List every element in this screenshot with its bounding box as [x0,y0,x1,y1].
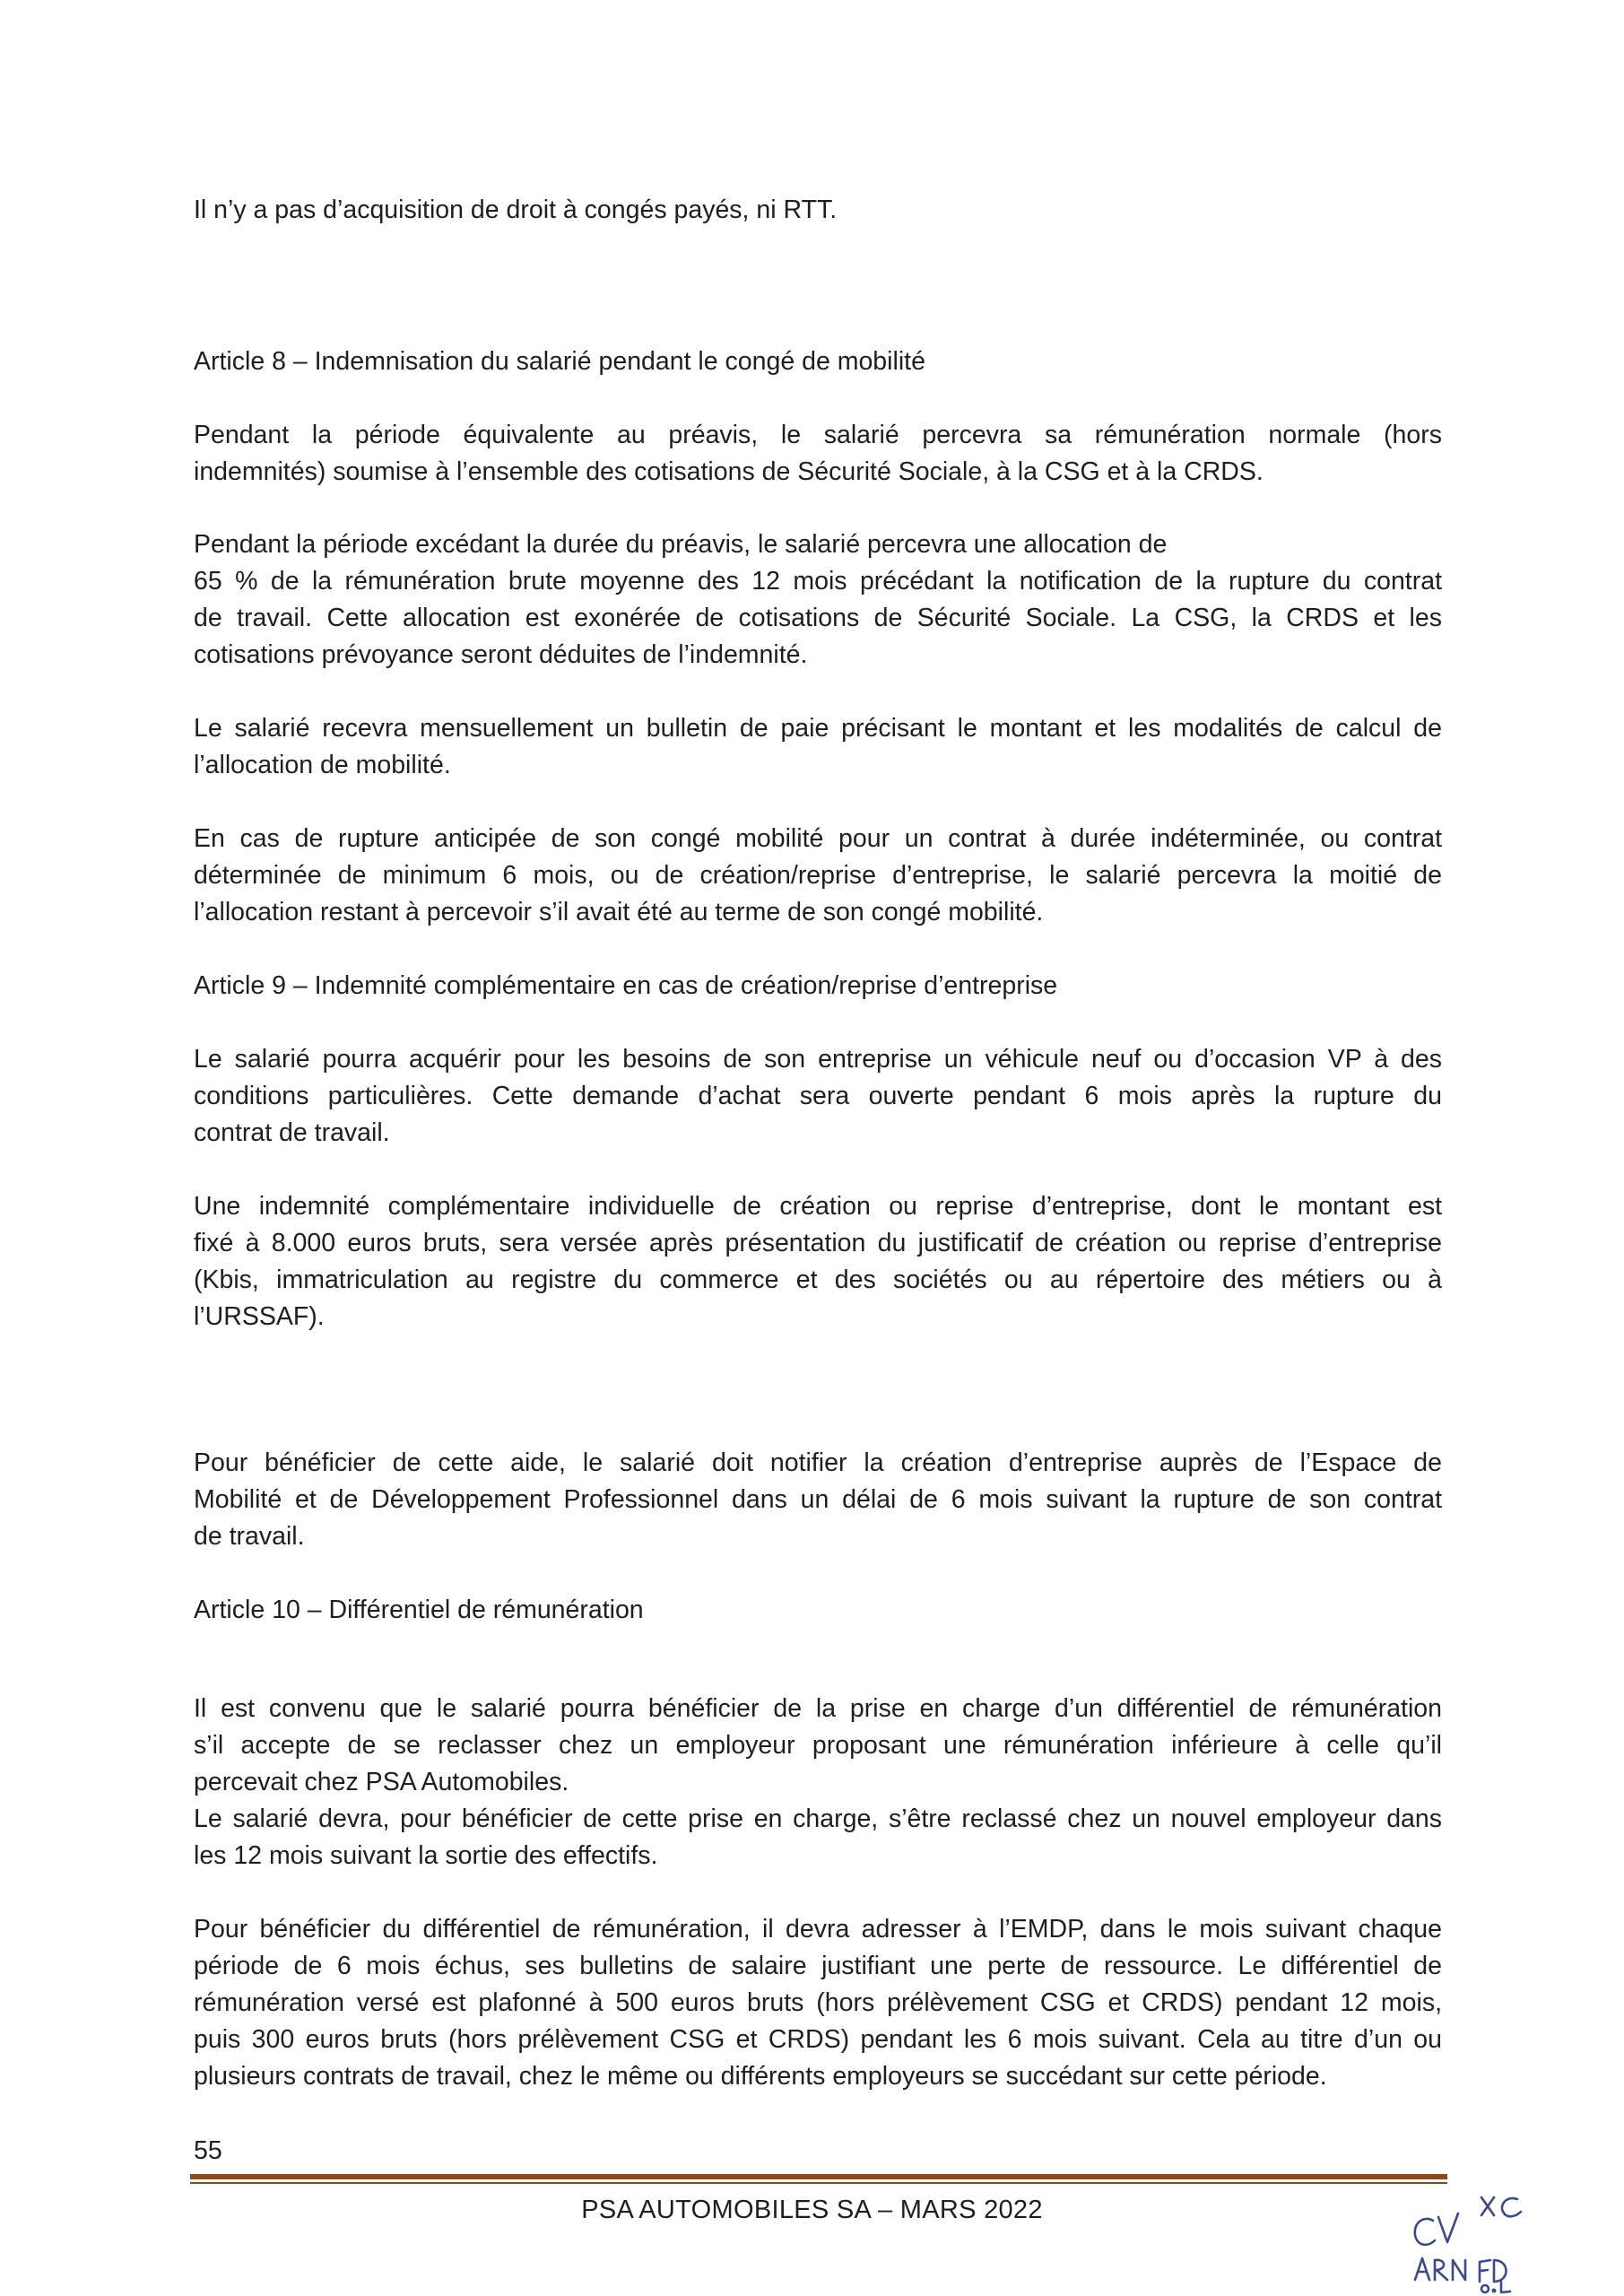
text-line: plusieurs contrats de travail, chez le même ou différents employeurs se succédant sur cette période. [194,2062,1327,2091]
footer-rule [190,2174,1447,2179]
text-line: déterminée de minimum 6 mois, ou de création/reprise d’entreprise, le salarié percevra la moitié de [194,861,1442,890]
text-line: percevait chez PSA Automobiles. [194,1768,569,1796]
handwritten-initials [1399,2188,1605,2294]
text-line: Pour bénéficier du différentiel de rémunération, il devra adresser à l’EMDP, dans le mois suivant chaque [194,1915,1442,1944]
page-number: 55 [194,2136,222,2165]
text-line: puis 300 euros bruts (hors prélèvement CSG et CRDS) pendant les 6 mois suivant. Cela au titre d’un ou [194,2025,1442,2054]
article-10-paragraph-2 [194,1911,1442,2095]
text-line: période de 6 mois échus, ses bulletins de salaire justifiant une perte de ressource. Le différentiel de [194,1952,1442,1980]
text-line: rémunération versé est plafonné à 500 euros bruts (hors prélèvement CSG et CRDS) pendant 12 mois, [194,1988,1442,2017]
text-line: l’allocation restant à percevoir s’il avait été au terme de son congé mobilité. [194,898,1044,926]
text-line: indemnités) soumise à l’ensemble des cotisations de Sécurité Sociale, à la CSG et à la CRDS. [194,457,1264,486]
text-line: contrat de travail. [194,1118,390,1147]
text-line: s’il accepte de se reclasser chez un employeur proposant une rémunération inférieure à celle qu’il [194,1731,1442,1760]
text-line: cotisations prévoyance seront déduites de l’indemnité. [194,640,808,669]
text-line: Mobilité et de Développement Professionnel dans un délai de 6 mois suivant la rupture de son contrat [194,1485,1442,1514]
text-line: conditions particulières. Cette demande d’achat sera ouverte pendant 6 mois après la rupture du [194,1082,1442,1110]
intro-paragraph: Il n’y a pas d’acquisition de droit à congés payés, ni RTT. [194,196,838,224]
text-line: 65 % de la rémunération brute moyenne des 12 mois précédant la notification de la rupture du contrat [194,567,1442,596]
article-8-paragraph-2 [194,526,1442,674]
text-line: (Kbis, immatriculation au registre du commerce et des sociétés ou au répertoire des métiers ou à [194,1265,1442,1294]
text-line: Pendant la période excédant la durée du préavis, le salarié percevra une allocation de [194,530,1168,559]
text-line: Il est convenu que le salarié pourra bénéficier de la prise en charge d’un différentiel de rémunération [194,1694,1442,1723]
text-line: Pour bénéficier de cette aide, le salarié doit notifier la création d’entreprise auprès de l’Espace de [194,1448,1442,1477]
text-line: de travail. [194,1522,305,1551]
text-line: de travail. Cette allocation est exonérée de cotisations de Sécurité Sociale. La CSG, la CRDS et les [194,604,1442,632]
article-8-paragraph-1 [194,417,1442,491]
text-line: Le salarié recevra mensuellement un bulletin de paie précisant le montant et les modalités de calcul de [194,714,1442,743]
text-line: l’URSSAF). [194,1302,325,1331]
article-10-heading: Article 10 – Différentiel de rémunération [194,1596,644,1624]
text-line: Pendant la période équivalente au préavis, le salarié percevra sa rémunération normale (hors [194,421,1442,449]
article-9-paragraph-1 [194,1041,1442,1152]
text-line: Le salarié pourra acquérir pour les besoins de son entreprise un véhicule neuf ou d’occasion VP à des [194,1045,1442,1074]
article-9-heading: Article 9 – Indemnité complémentaire en cas de création/reprise d’entreprise [194,971,1058,1000]
article-8-paragraph-3 [194,710,1442,784]
footer-text: PSA AUTOMOBILES SA – MARS 2022 [581,2196,1043,2224]
article-9-paragraph-2 [194,1188,1442,1335]
text-line: Une indemnité complémentaire individuelle de création ou reprise d’entreprise, dont le montant est [194,1192,1442,1221]
text-line: fixé à 8.000 euros bruts, sera versée après présentation du justificatif de création ou reprise d’entreprise [194,1229,1442,1257]
article-9-paragraph-3 [194,1445,1442,1555]
article-8-paragraph-4 [194,821,1442,931]
article-10-paragraph-1 [194,1691,1442,1874]
text-line: En cas de rupture anticipée de son congé mobilité pour un contrat à durée indéterminée, ou contrat [194,824,1442,853]
text-line: les 12 mois suivant la sortie des effectifs. [194,1841,658,1870]
text-line: Le salarié devra, pour bénéficier de cette prise en charge, s’être reclassé chez un nouvel employeur dans [194,1805,1442,1833]
article-8-heading: Article 8 – Indemnisation du salarié pendant le congé de mobilité [194,347,925,376]
text-line: l’allocation de mobilité. [194,751,451,779]
footer-rule-thin [190,2182,1447,2184]
